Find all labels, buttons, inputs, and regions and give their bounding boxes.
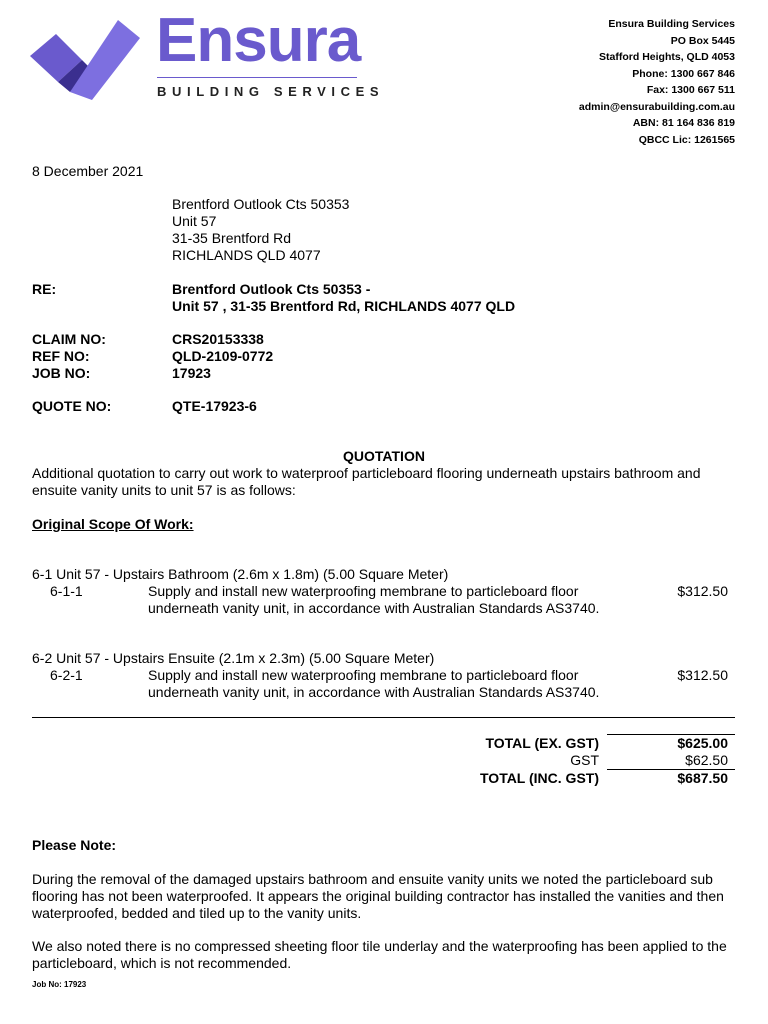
company-name: Ensura Building Services bbox=[608, 18, 735, 30]
item-description: Supply and install new waterproofing membrane to particleboard floor underneath vanity unit, in accordance with Australian Standards AS3740. bbox=[148, 583, 600, 616]
re-line-1: Brentford Outlook Cts 50353 - bbox=[172, 281, 371, 297]
address-line: RICHLANDS QLD 4077 bbox=[172, 247, 321, 263]
claim-label: CLAIM NO: bbox=[32, 331, 106, 347]
brand-tagline: BUILDING SERVICES bbox=[157, 84, 385, 99]
ref-value: QLD-2109-0772 bbox=[172, 348, 274, 364]
gst-label: GST bbox=[570, 752, 599, 768]
company-licence: QBCC Lic: 1261565 bbox=[638, 133, 735, 146]
ref-label: REF NO: bbox=[32, 348, 90, 364]
gst-value: $62.50 bbox=[685, 752, 728, 768]
item-amount: $312.50 bbox=[677, 667, 728, 683]
item-amount: $312.50 bbox=[677, 583, 728, 599]
company-phone: Phone: 1300 667 846 bbox=[632, 67, 735, 80]
total-inc-gst-value: $687.50 bbox=[677, 770, 728, 786]
address-line: 31-35 Brentford Rd bbox=[172, 230, 292, 246]
total-ex-gst-value: $625.00 bbox=[677, 735, 728, 751]
total-inc-gst-label: TOTAL (INC. GST) bbox=[480, 770, 599, 786]
note-heading: Please Note: bbox=[32, 837, 117, 853]
re-line-2: Unit 57 , 31-35 Brentford Rd, RICHLANDS 4077 QLD bbox=[172, 298, 516, 314]
section-heading: 6-1 Unit 57 - Upstairs Bathroom (2.6m x 1.8m) (5.00 Square Meter) bbox=[32, 566, 449, 582]
footer-job-number: Job No: 17923 bbox=[32, 980, 87, 989]
quotation-title: QUOTATION bbox=[343, 448, 425, 464]
quote-value: QTE-17923-6 bbox=[172, 398, 257, 414]
scope-heading: Original Scope Of Work: bbox=[32, 516, 194, 532]
job-value: 17923 bbox=[172, 365, 211, 381]
quote-label: QUOTE NO: bbox=[32, 398, 112, 414]
company-fax: Fax: 1300 667 511 bbox=[646, 84, 735, 96]
note-paragraph: During the removal of the damaged upstairs bathroom and ensuite vanity units we noted the particleboard sub flooring has not been waterproofed. It appears the original building contractor has installed the vanities and then waterproofed, bedded and tiled up to the vanity units. bbox=[32, 871, 724, 921]
item-code: 6-2-1 bbox=[50, 667, 83, 683]
company-suburb: Stafford Heights, QLD 4053 bbox=[599, 51, 735, 63]
company-email: admin@ensurabuilding.com.au bbox=[578, 100, 735, 113]
brand-name: Ensura bbox=[156, 6, 361, 75]
document-date: 8 December 2021 bbox=[32, 163, 144, 179]
re-label: RE: bbox=[32, 281, 57, 297]
company-abn: ABN: 81 164 836 819 bbox=[632, 117, 735, 129]
items-divider bbox=[32, 717, 735, 718]
address-line: Unit 57 bbox=[172, 213, 217, 229]
item-description: Supply and install new waterproofing membrane to particleboard floor underneath vanity unit, in accordance with Australian Standards AS3740. bbox=[148, 667, 600, 700]
company-details bbox=[579, 16, 735, 148]
note-paragraph: We also noted there is no compressed sheeting floor tile underlay and the waterproofing has been applied to the particleboard, which is not recommended. bbox=[32, 938, 727, 971]
section-heading: 6-2 Unit 57 - Upstairs Ensuite (2.1m x 2.3m) (5.00 Square Meter) bbox=[32, 650, 435, 666]
brand-divider bbox=[157, 77, 357, 78]
checkmark-logo-icon bbox=[30, 16, 140, 100]
quotation-intro: Additional quotation to carry out work to waterproof particleboard flooring underneath upstairs bathroom and ensuite vanity units to unit 57 is as follows: bbox=[32, 465, 701, 498]
address-line: Brentford Outlook Cts 50353 bbox=[172, 196, 350, 212]
company-po-box: PO Box 5445 bbox=[670, 34, 735, 47]
claim-value: CRS20153338 bbox=[172, 331, 264, 347]
total-ex-gst-label: TOTAL (EX. GST) bbox=[485, 735, 599, 751]
recipient-address bbox=[172, 196, 349, 264]
job-label: JOB NO: bbox=[32, 365, 91, 381]
item-code: 6-1-1 bbox=[50, 583, 83, 599]
